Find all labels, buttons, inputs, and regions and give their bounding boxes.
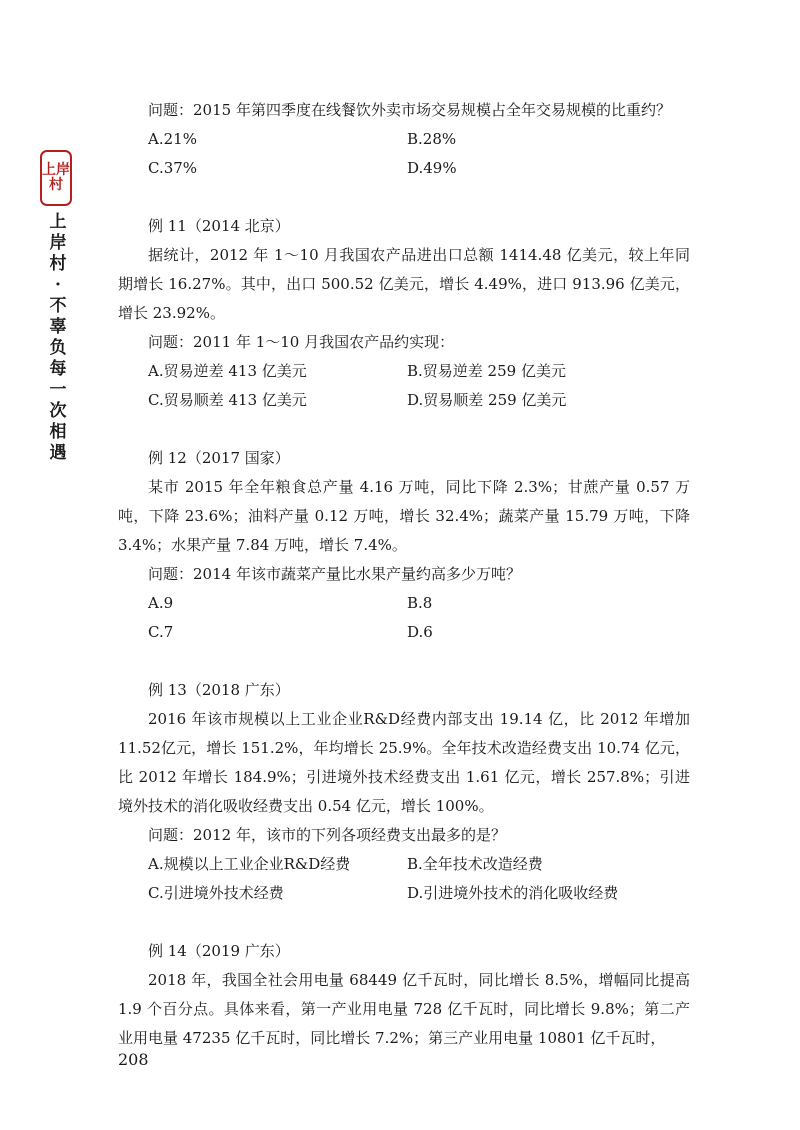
option-b: B.全年技术改造经费	[407, 855, 543, 873]
option-d: D.贸易顺差 259 亿美元	[407, 391, 567, 409]
seal-bottom-text: 村	[49, 177, 63, 193]
option-list	[118, 589, 690, 647]
option-c: C.引进境外技术经费	[148, 884, 284, 902]
option-a: A.贸易逆差 413 亿美元	[148, 362, 307, 380]
option-d: D.49%	[407, 159, 457, 177]
page-number: 208	[118, 1050, 149, 1069]
example-11	[118, 212, 690, 415]
example-text: 某市 2015 年全年粮食总产量 4.16 万吨，同比下降 2.3%；甘蔗产量 0.57 万吨，下降 23.6%；油料产量 0.12 万吨，增长 32.4%；蔬菜产量 15.79 万吨，下降 3.4%；水果产量 7.84 万吨，增长 7.4%。	[118, 478, 690, 554]
option-d: D.引进境外技术的消化吸收经费	[407, 884, 619, 902]
seal-top-text: 上岸	[42, 162, 70, 178]
example-title: 例 12（2017 国家）	[148, 449, 290, 467]
option-a: A.9	[148, 594, 174, 612]
option-a: A.规模以上工业企业R&D经费	[148, 855, 351, 873]
side-slogan: 上岸村·不辜负每一次相遇	[49, 212, 67, 463]
question-text: 问题：2011 年 1～10 月我国农产品约实现：	[148, 333, 455, 351]
question-text: 问题：2012 年，该市的下列各项经费支出最多的是？	[148, 826, 506, 844]
option-a: A.21%	[148, 130, 197, 148]
option-b: B.贸易逆差 259 亿美元	[407, 362, 566, 380]
example-14	[118, 937, 690, 1053]
option-b: B.28%	[407, 130, 457, 148]
option-c: C.贸易顺差 413 亿美元	[148, 391, 307, 409]
example-title: 例 11（2014 北京）	[148, 217, 290, 235]
option-b: B.8	[407, 594, 433, 612]
option-d: D.6	[407, 623, 433, 641]
question-text: 问题：2015 年第四季度在线餐饮外卖市场交易规模占全年交易规模的比重约？	[148, 101, 671, 119]
option-list	[118, 357, 690, 415]
question-text: 问题：2014 年该市蔬菜产量比水果产量约高多少万吨？	[148, 565, 521, 583]
example-text: 据统计，2012 年 1～10 月我国农产品进出口总额 1414.48 亿美元，较上年同期增长 16.27%。其中，出口 500.52 亿美元，增长 4.49%，进口 913.96 亿美元，增长 23.92%。	[118, 246, 690, 322]
example-title: 例 13（2018 广东）	[148, 681, 290, 699]
brand-seal	[40, 150, 72, 206]
example-text: 2018 年，我国全社会用电量 68449 亿千瓦时，同比增长 8.5%，增幅同比提高 1.9 个百分点。具体来看，第一产业用电量 728 亿千瓦时，同比增长 9.8%；第二产业用电量 47235 亿千瓦时，同比增长 7.2%；第三产业用电量 10801 亿千瓦时，	[118, 971, 690, 1047]
page-content	[118, 96, 690, 1053]
example-text: 2016 年该市规模以上工业企业R&D经费内部支出 19.14 亿，比 2012 年增加 11.52亿元，增长 151.2%，年均增长 25.9%。全年技术改造经费支出 10.74 亿元，比 2012 年增长 184.9%；引进境外技术经费支出 1.61 亿元，增长 257.8%；引进境外技术的消化吸收经费支出 0.54 亿元，增长 100%。	[118, 710, 690, 815]
option-list	[118, 125, 690, 183]
example-title: 例 14（2019 广东）	[148, 942, 290, 960]
question-block-q0	[118, 96, 690, 183]
example-12	[118, 444, 690, 647]
option-list	[118, 850, 690, 908]
option-c: C.7	[148, 623, 174, 641]
example-13	[118, 676, 690, 908]
option-c: C.37%	[148, 159, 198, 177]
